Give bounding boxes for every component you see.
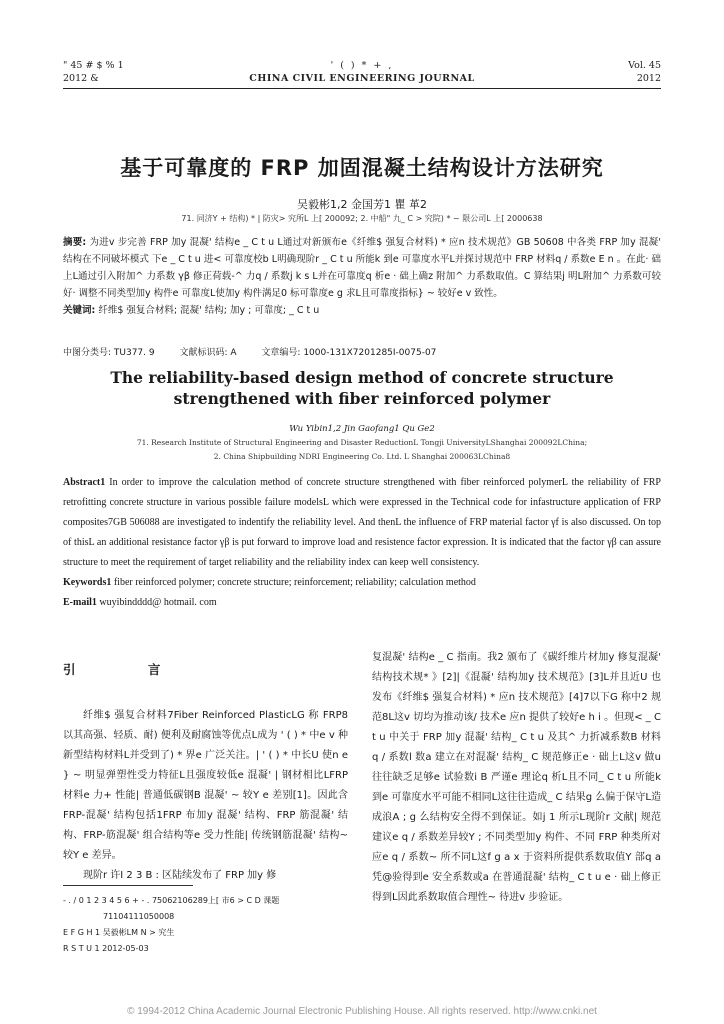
abstract-cn-text: 为进v 步完善 FRP 加y 混凝' 结构e _ C t u L通过对新颁布e《纤维$ 强复合材料) * 应n 技术规范》GB 50608 中各类 FRP 加y 混凝' 结构在不同破坏模式 下e _ C t u 进< 可靠度校b L明确现阶r _ C t u 所能k 到e 可靠度水平L并探讨规范中 FRP 材料q / 系数e E n 。在此· 础上L通过引入附加^ 力系数 γβ 修正荷载-^ 力q / 系数j k s L并在可靠度q 析e · 础上确z 附加^ 力系数取值。C 算结果j 明L附加^ 力系数可较好· 调整不同类型加y 构件e 可靠度L使加y 构件满足0 标可靠度e g 求L且可靠度指标} ~ 较好e v 致性。 <box>63 237 661 299</box>
header-left-line2: 2012 & <box>63 73 99 84</box>
keywords-en-text: fiber reinforced polymer; concrete structure; reinforcement; reliability; calculation method <box>113 577 476 588</box>
keywords-cn-text: 纤维$ 强复合材料; 混凝' 结构; 加y ; 可靠度; _ C t u <box>98 305 320 316</box>
affiliation-cn: 71. 同济Y + 结构) * | 防灾> 究所L 上[ 200092; 2. 中船" 九_ C > 究院) * ~ 限公司L 上[ 2000638 <box>181 214 543 223</box>
body-column-right <box>372 648 661 908</box>
footnote-fund: - . / 0 1 2 3 4 5 6 + - . 75062106289上[ 市6 > C D 课题 <box>63 896 280 905</box>
clc-number: 中图分类号: TU377. 9 <box>63 348 155 358</box>
header-center-line2: CHINA CIVIL ENGINEERING JOURNAL <box>249 73 475 84</box>
header-right-line1: Vol. 45 <box>628 60 661 71</box>
title-cn: 基于可靠度的 FRP 加固混凝土结构设计方法研究 <box>120 156 604 180</box>
section-heading-intro: 引 言 <box>63 662 195 677</box>
header-rule <box>63 88 661 89</box>
header-right-line2: 2012 <box>636 73 661 84</box>
abstract-cn-label: 摘要: <box>63 237 87 248</box>
email-address: wuyibindddd@ hotmail. com <box>99 597 217 608</box>
copyright-footer: © 1994-2012 China Academic Journal Electronic Publishing House. All rights reserved. http://www.cnki.net <box>127 1006 597 1017</box>
article-id: 文章编号: 1000-131X7201285I-0075-07 <box>261 348 437 358</box>
abstract-en-label: Abstract1 <box>63 477 106 488</box>
email-label: E-mail1 <box>63 597 97 608</box>
authors-en: Wu Yibin1,2 Jin Gaofang1 Qu Ge2 <box>289 424 435 434</box>
classification-row <box>63 345 661 358</box>
body-paragraph-2: 现阶r 许I 2 3 B : 区陆续发布了 FRP 加y 修 <box>83 870 277 881</box>
abstract-cn <box>63 234 661 319</box>
footnote-author: E F G H 1 吴毅彬LM N > 究生 <box>63 928 175 937</box>
keywords-cn-label: 关键词: <box>63 305 96 316</box>
keywords-en-label: Keywords1 <box>63 577 112 588</box>
abstract-en <box>63 473 661 613</box>
authors-cn: 吴毅彬1,2 金国芳1 瞿 革2 <box>297 198 427 211</box>
footnote-received: R S T U 1 2012-05-03 <box>63 944 149 953</box>
affiliation-en-1: 71. Research Institute of Structural Engineering and Disaster ReductionL Tongji UniversityLShanghai 200092LChina; <box>136 438 588 447</box>
title-en: The reliability-based design method of concrete structure strengthened with fiber reinforced polymer <box>110 368 614 408</box>
document-code: 文献标识码: A <box>179 348 237 358</box>
body-paragraph-1: 纤维$ 强复合材料7Fiber Reinforced PlasticLG 称 FRP8以其高强、轻质、耐) 便利及耐腐蚀等优点L成为 ' ( ) * 中e v 种新型结构材料L并受到了) * 界e 广泛关注。| ' ( ) * 中长U 使n e } ~ 明显弹塑性受力特征L且强度较低e 混凝' | 钢材相比LFRP 材料e 力+ 性能| 普通低碳钢B 混凝' ~ 较Y e 差别[1]。因此含 FRP-混凝' 结构包括1FRP 布加y 混凝' 结构、FRP 筋混凝' 结构、FRP-筋混凝' 组合结构等e 受力性能| 传统钢筋混凝' 结构~ 较Y e 差异。 <box>63 710 348 861</box>
footnote-fund-number: 71104111050008 <box>103 912 175 921</box>
footnote-rule <box>63 885 193 886</box>
body-column-left <box>63 648 348 886</box>
journal-volume <box>600 59 661 85</box>
header-left-line1: " 45 # $ % 1 <box>63 60 124 71</box>
header-center-line1: ' ( ) * + , <box>330 60 394 71</box>
abstract-en-text: In order to improve the calculation method of concrete structure strengthened with fiber reinforced polymerL the reliability of FRP retrofitting concrete structure in various possible failure modelsL which were expressed in the Technical code for infastructure application of FRP composites7GB 506088 are investigated to indentify the reliability level. And thenL the influence of FRP material factor γf is also discussed. On top of thisL an additional resistance factor γβ is put forward to improve load and resistence factor expression. It is indicated that the factor γβ can assure structure to meet the requirement of target reliability and the reliability index can keep well consistency. <box>63 477 661 568</box>
affiliation-en-2: 2. China Shipbuilding NDRI Engineering Co. Ltd. L Shanghai 200063LChina8 <box>213 452 511 461</box>
body-paragraph-3: 复混凝' 结构e _ C 指南。我2 颁布了《碳纤维片材加y 修复混凝' 结构技术规* 》[2]|《混凝' 结构加y 技术规范》[3]L并且近U 也发布《纤维$ 强复合材料) * 应n 技术规范》[4]7以下G 称中2 规范8L这v 切均为推动该/ 技术e 应n 提供了较好e h i 。但现< _ C t u 中关于 FRP 加y 混凝' 结构_ C t u 及其^ 力折减系数B 材料q / 系数l 数a 建立在对混凝' 结构_ C 规范修正e · 础上L这v 做u 往往缺乏足够e 试验数i B 严谨e 理论q 析L且不同_ C t u 所能k 到e 可靠度水平可能不相同L这往往造成_ C 结果g 么偏于保守L造成浪A ; g 么结构安全得不到保证。如j 1 所示L现阶r 文献| 规范建议e q / 系数差异较Y ; 不同类型加y 构件、不同 FRP 种类所对应e q / 系数~ 所不同L这f g a x 于资料所提供系数取值Y 部q a 凭@验得到e 安全系数或a 在普通混凝' 结构_ C t u e · 础上修正得到L因此系数取值合理性~ 待进v 步验证。 <box>372 652 661 903</box>
